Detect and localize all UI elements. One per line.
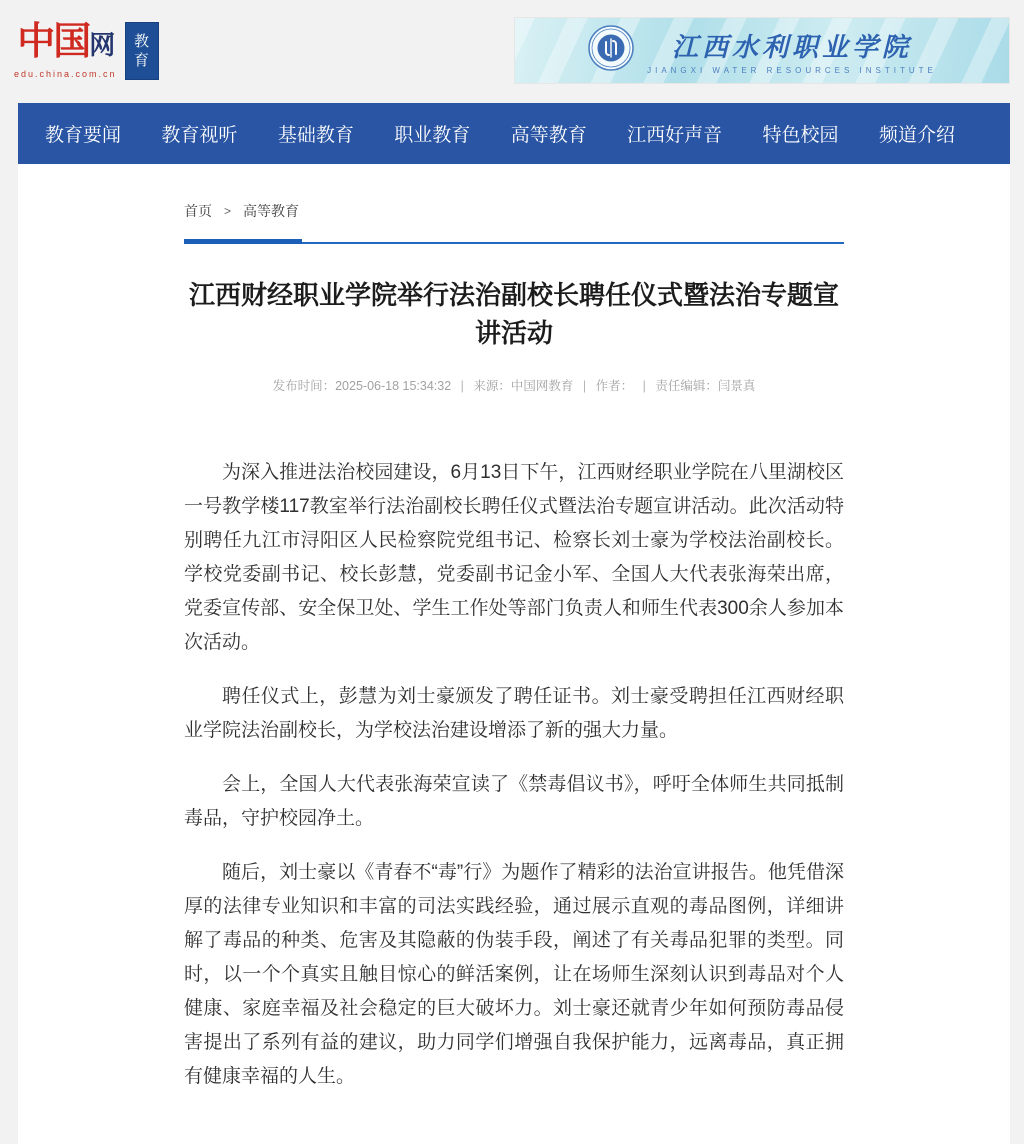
article-paragraph: 聘任仪式上，彭慧为刘士豪颁发了聘任证书。刘士豪受聘担任江西财经职业学院法治副校长，为学校法治建设增添了新的强大力量。 [184,686,844,741]
institute-name-en: JIANGXI WATER RESOURCES INSTITUTE [647,65,937,75]
education-badge [125,22,159,80]
breadcrumb-current-link[interactable]: 高等教育 [243,203,300,219]
meta-separator: | [460,379,464,393]
nav-item-higher-education[interactable]: 高等教育 [510,125,587,146]
article-paragraph: 随后，刘士豪以《青春不“毒”行》为题作了精彩的法治宣讲报告。他凭借深厚的法律专业知识和丰富的司法实践经验，通过展示直观的毒品图例，详细讲解了毒品的种类、危害及其隐蔽的伪装手段，阐述了有关毒品犯罪的类型。同时，以一个个真实且触目惊心的鲜活案例，让在场师生深刻认识到毒品对个人健康、家庭幸福及社会稳定的巨大破坏力。刘士豪还就青少年如何预防毒品侵害提出了系列有益的建议，助力同学们增强自我保护能力，远离毒品，真正拥有健康幸福的人生。 [184,862,844,1087]
meta-separator: | [582,379,587,393]
breadcrumb [184,201,844,221]
institute-seal-icon [587,24,635,77]
institute-banner-text [647,27,937,75]
publish-time-label: 发布时间： [272,379,336,393]
logo-brand-net: 网 [89,31,114,60]
nav-item-education-news[interactable]: 教育要闻 [45,125,122,146]
site-logo[interactable] [14,20,159,80]
logo-brand-cn: 中国 [17,21,90,63]
site-header [0,0,1024,103]
editor-value: 闫景真 [717,379,756,393]
breadcrumb-separator: > [224,204,232,218]
nav-item-vocational-education[interactable]: 职业教育 [394,125,471,146]
nav-item-basic-education[interactable]: 基础教育 [277,125,354,146]
nav-item-channel-intro[interactable]: 频道介绍 [878,125,955,146]
logo-domain-text: edu.china.com.cn [14,69,117,79]
section-divider [184,239,844,244]
china-net-logo [14,20,117,79]
nav-item-education-video[interactable]: 教育视听 [161,125,238,146]
author-label: 作者： [595,379,634,393]
article-paragraph: 会上，全国人大代表张海荣宣读了《禁毒倡议书》，呼吁全体师生共同抵制毒品，守护校园净土。 [184,774,844,829]
breadcrumb-home-link[interactable]: 首页 [184,203,212,219]
article-title: 江西财经职业学院举行法治副校长聘任仪式暨法治专题宣讲活动 [188,280,839,348]
divider-accent-bar [184,239,302,244]
education-badge-char-2: 育 [134,51,150,69]
china-net-logo-text [14,20,117,68]
article-meta [184,376,844,394]
source-value: 中国网教育 [510,379,574,393]
article-paragraph: 为深入推进法治校园建设，6月13日下午，江西财经职业学院在八里湖校区一号教学楼117教室举行法治副校长聘任仪式暨法治专题宣讲活动。此次活动特别聘任九江市浔阳区人民检察院党组书记、检察长刘士豪为学校法治副校长。学校党委副书记、校长彭慧，党委副书记金小军、全国人大代表张海荣出席，党委宣传部、安全保卫处、学生工作处等部门负责人和师生代表300余人参加本次活动。 [184,462,844,653]
editor-label: 责任编辑： [655,379,718,393]
publish-time-value: 2025-06-18 15:34:32 [335,379,452,393]
nav-item-jiangxi-voice[interactable]: 江西好声音 [627,125,723,146]
main-navigation [18,103,1010,164]
nav-item-featured-campus[interactable]: 特色校园 [762,125,839,146]
institute-banner[interactable] [514,17,1010,84]
article-body [184,456,844,1094]
institute-name: 江西水利职业学院 [671,32,912,62]
source-label: 来源： [473,379,511,393]
meta-separator: | [642,379,646,393]
content-area [18,164,1010,1144]
education-badge-char-1: 教 [134,32,150,50]
